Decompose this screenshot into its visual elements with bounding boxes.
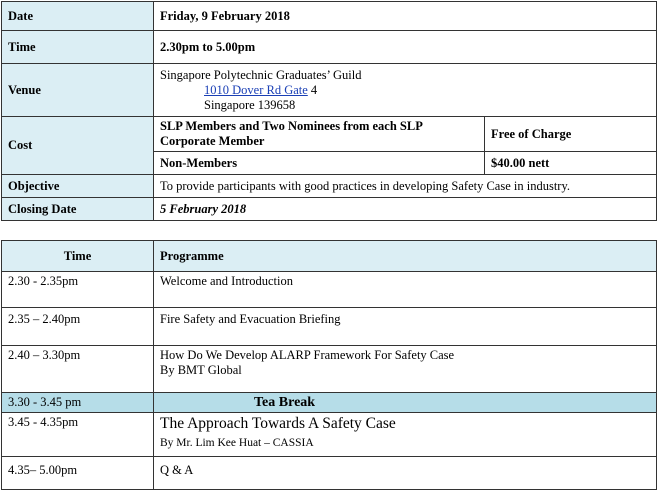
table-row xyxy=(2,272,657,308)
venue-line-1: Singapore Polytechnic Graduates’ Guild xyxy=(160,67,362,82)
objective-value: To provide participants with good practices in developing Safety Case in industry. xyxy=(154,175,657,198)
cost-member-label: SLP Members and Two Nominees from each SLP Corporate Member xyxy=(154,117,485,152)
venue-value xyxy=(154,64,657,117)
cost-label: Cost xyxy=(2,117,154,175)
row-time: 2.30 - 2.35pm xyxy=(2,272,154,308)
table-row xyxy=(2,413,657,457)
row-title: Welcome and Introduction xyxy=(154,272,657,308)
closing-date-label: Closing Date xyxy=(2,198,154,221)
row-time: 2.40 – 3.30pm xyxy=(2,346,154,393)
row-content xyxy=(154,413,657,457)
tea-break-title: Tea Break xyxy=(154,393,657,413)
date-value: Friday, 9 February 2018 xyxy=(154,2,657,31)
programme-time-header: Time xyxy=(2,241,154,272)
row-time: 3.30 - 3.45 pm xyxy=(2,393,154,413)
date-label: Date xyxy=(2,2,154,31)
venue-address-link[interactable]: 1010 Dover Rd Gate xyxy=(204,82,308,97)
cost-member-value: Free of Charge xyxy=(485,117,657,152)
row-time: 4.35– 5.00pm xyxy=(2,457,154,490)
row-time: 3.45 - 4.35pm xyxy=(2,413,154,457)
row-content xyxy=(154,346,657,393)
cost-nonmember-value: $40.00 nett xyxy=(485,152,657,175)
table-row xyxy=(2,308,657,346)
venue-line-2 xyxy=(160,83,650,98)
row-speaker: By Mr. Lim Kee Huat – CASSIA xyxy=(160,437,314,449)
event-details-table xyxy=(1,1,657,221)
row-title: How Do We Develop ALARP Framework For Safety Case xyxy=(160,348,455,362)
programme-table xyxy=(1,240,657,490)
programme-header: Programme xyxy=(154,241,657,272)
venue-line-3: Singapore 139658 xyxy=(204,97,296,112)
row-title: Fire Safety and Evacuation Briefing xyxy=(154,308,657,346)
row-title: The Approach Towards A Safety Case xyxy=(160,415,396,432)
tea-break-row xyxy=(2,393,657,413)
objective-label: Objective xyxy=(2,175,154,198)
cost-nonmember-label: Non-Members xyxy=(154,152,485,175)
table-row xyxy=(2,346,657,393)
closing-date-value: 5 February 2018 xyxy=(154,198,657,221)
row-title: Q & A xyxy=(154,457,657,490)
time-label: Time xyxy=(2,31,154,64)
time-value: 2.30pm to 5.00pm xyxy=(154,31,657,64)
row-time: 2.35 – 2.40pm xyxy=(2,308,154,346)
table-row xyxy=(2,457,657,490)
venue-gate-number: 4 xyxy=(307,82,318,97)
venue-label: Venue xyxy=(2,64,154,117)
row-speaker: By BMT Global xyxy=(160,363,242,377)
